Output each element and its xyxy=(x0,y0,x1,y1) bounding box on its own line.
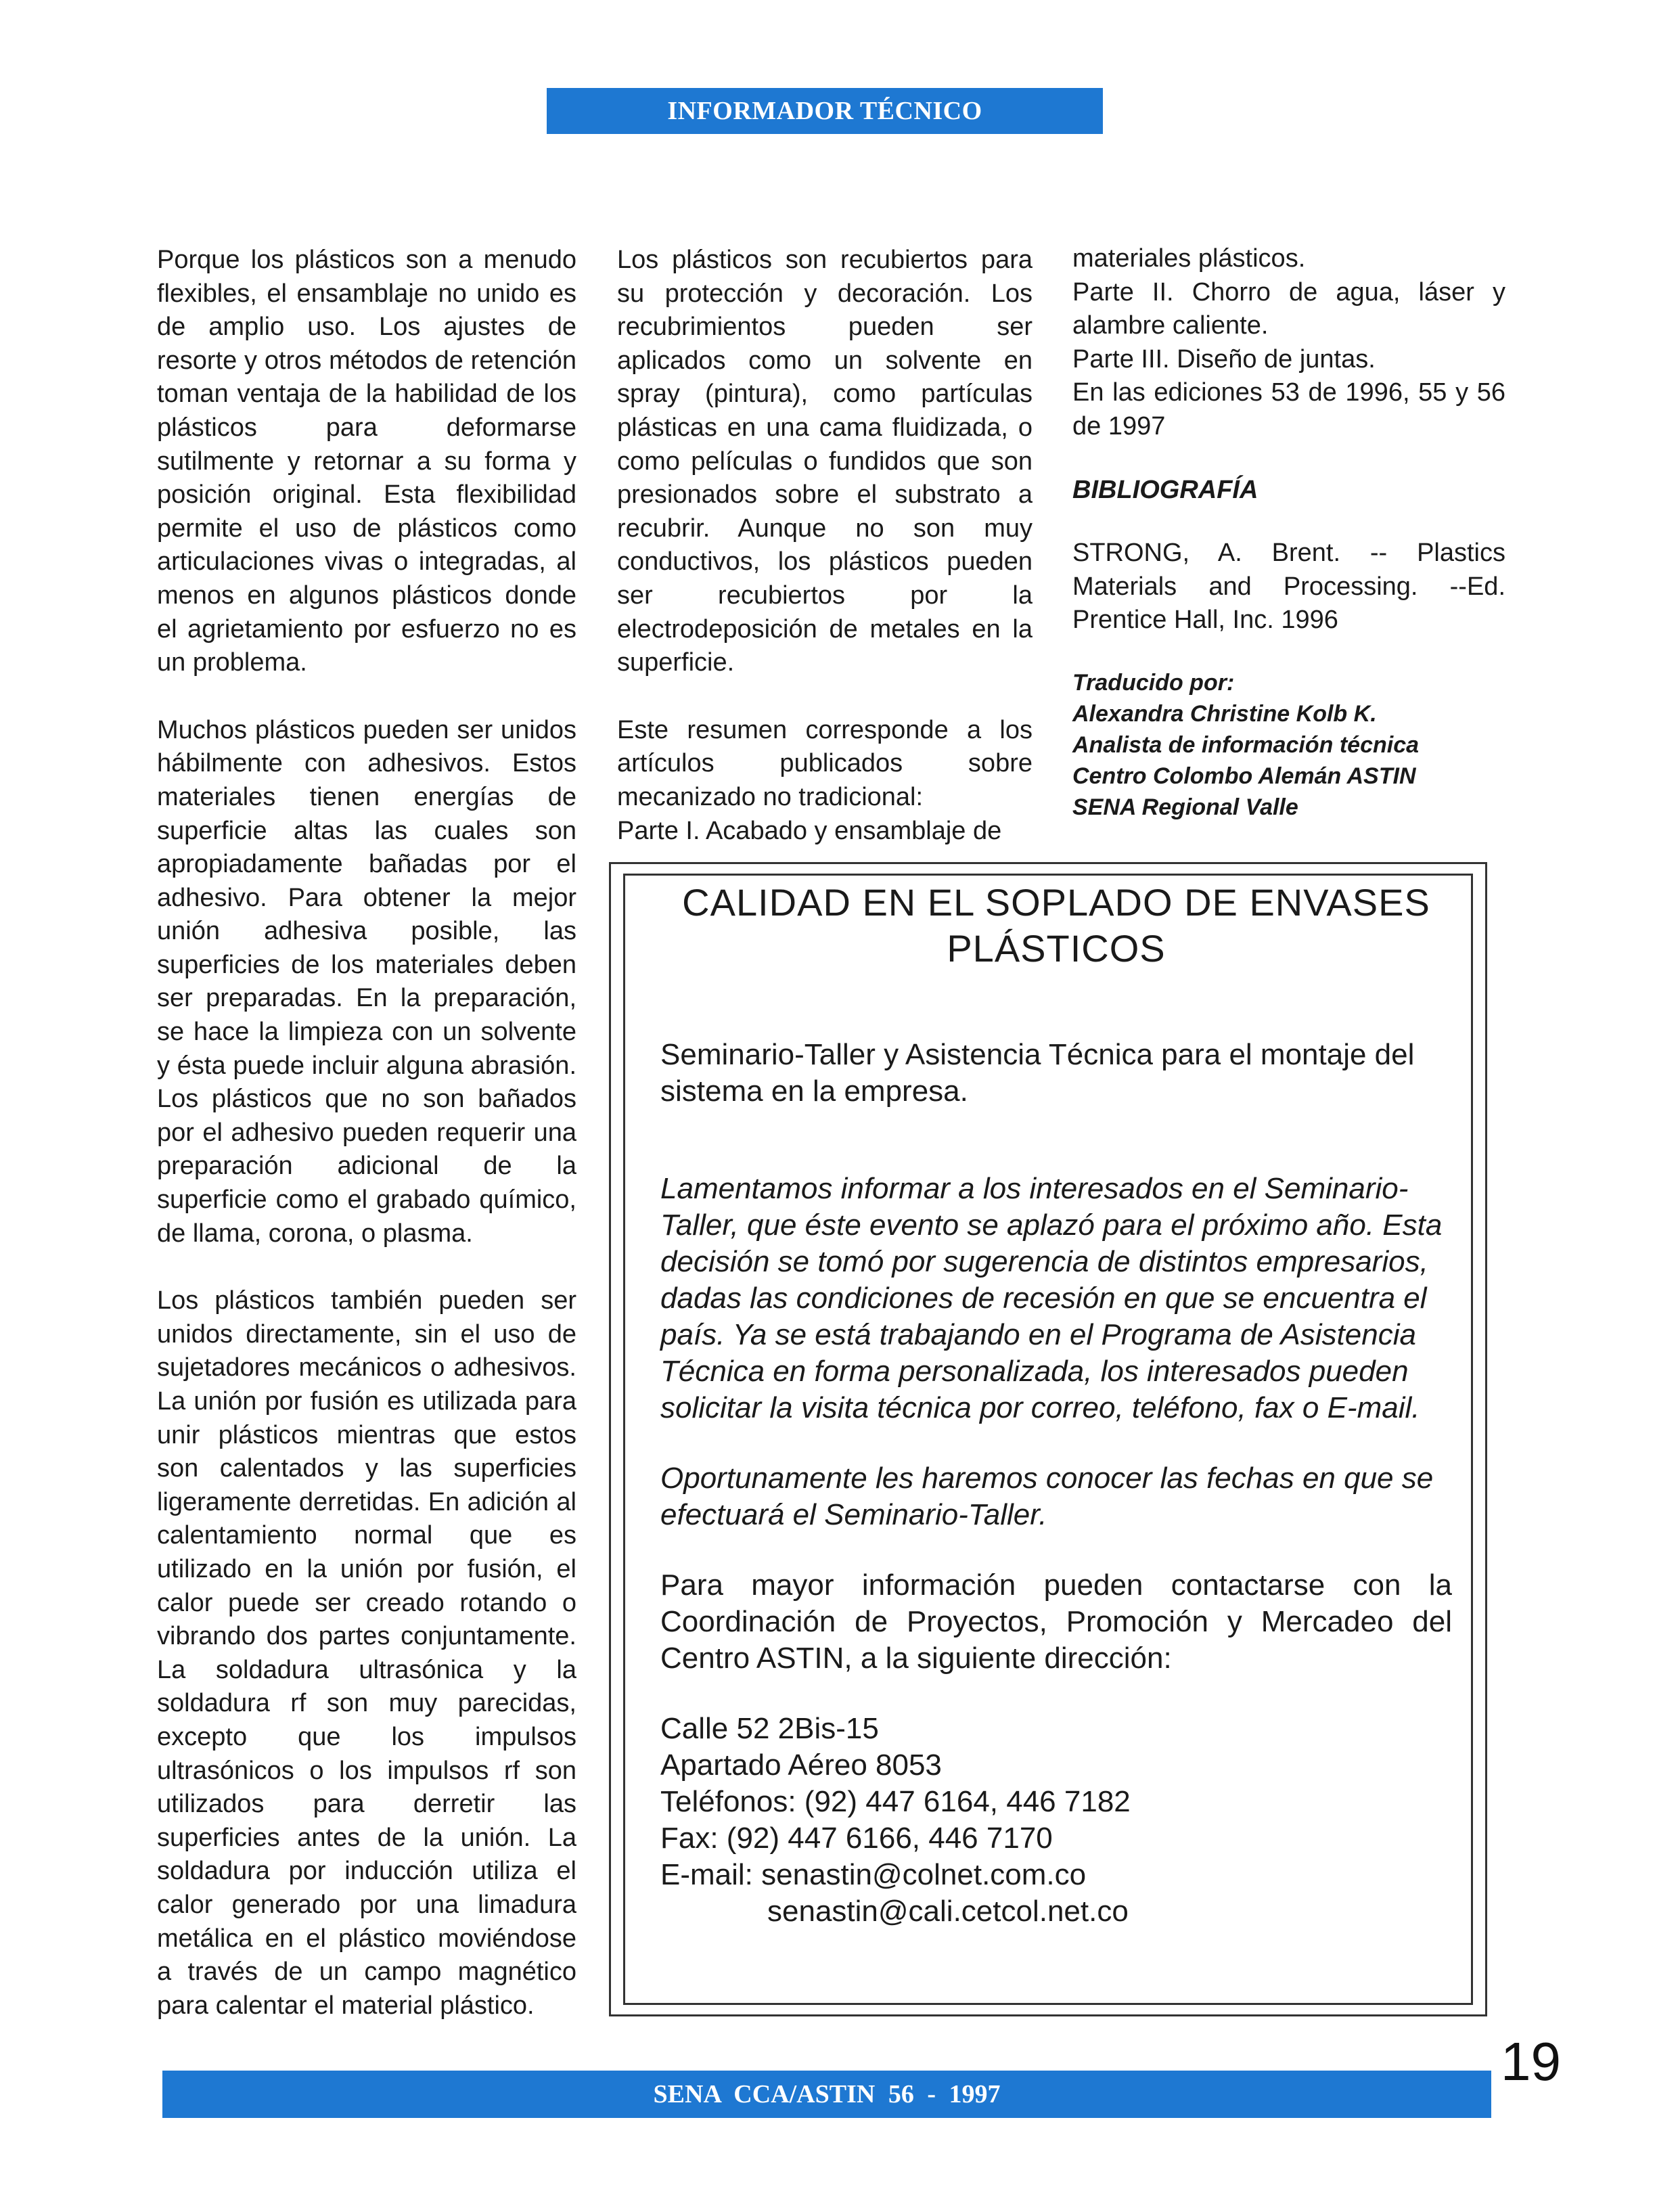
footer-bar xyxy=(162,2071,1491,2118)
paragraph: Este resumen corresponde a los artículos publicados sobre mecanizado no tradicional: xyxy=(617,715,1033,811)
contact-po-box: Apartado Aéreo 8053 xyxy=(660,1748,942,1782)
notice-subtitle: Seminario-Taller y Asistencia Técnica para el montaje del sistema en la empresa. xyxy=(660,1038,1415,1108)
credit-line: Traducido por: xyxy=(1072,669,1235,696)
contact-fax: Fax: (92) 447 6166, 446 7170 xyxy=(660,1822,1053,1855)
notice-box xyxy=(660,880,1452,1930)
bibliography-entry: STRONG, A. Brent. -- Plastics Materials and Processing. --Ed. Prentice Hall, Inc. 1996 xyxy=(1072,539,1505,635)
contact-email: E-mail: senastin@colnet.com.co xyxy=(660,1858,1087,1891)
credit-line: SENA Regional Valle xyxy=(1072,794,1298,820)
contact-email-secondary: senastin@cali.cetcol.net.co xyxy=(767,1895,1129,1928)
credit-line: Analista de información técnica xyxy=(1072,731,1420,758)
notice-paragraph: Oportunamente les haremos conocer las fechas en que se efectuará el Seminario-Taller. xyxy=(660,1462,1434,1531)
text-line: materiales plásticos. xyxy=(1072,244,1306,273)
bibliography-heading: BIBLIOGRAFÍA xyxy=(1072,475,1258,504)
text-line: Parte II. Chorro de agua, láser y alambre caliente. xyxy=(1072,277,1505,340)
paragraph: Parte I. Acabado y ensamblaje de xyxy=(617,816,1002,845)
credit-line: Alexandra Christine Kolb K. xyxy=(1072,700,1377,727)
notice-paragraph: Lamentamos informar a los interesados en el Seminario-Taller, que éste evento se aplazó para el próximo año. Esta decisión se tomó por sugerencia de distintos empresarios, dadas las condiciones de recesión en que se encuentra el país. Ya se está trabajando en el Programa de Asistencia Técnica en forma personalizada, los interesados pueden solicitar la visita técnica por correo, teléfono, fax o E-mail. xyxy=(660,1172,1443,1424)
translator-credits xyxy=(1072,667,1505,823)
notice-paragraph: Para mayor información pueden contactarse con la Coordinación de Proyectos, Promoción y Mercadeo del Centro ASTIN, a la siguiente dirección: xyxy=(660,1568,1452,1675)
article-column-2 xyxy=(617,244,1033,848)
article-column-3 xyxy=(1072,242,1505,823)
paragraph: Muchos plásticos pueden ser unidos hábilmente con adhesivos. Estos materiales tienen energías de superficie altas las cuales son apropiadamente bañadas por el adhesivo. Para obtener la mejor unión adhesiva posible, las superficies de los materiales deben ser preparadas. En la preparación, se hace la limpieza con un solvente y ésta puede incluir alguna abrasión. Los plásticos que no son bañados por el adhesivo pueden requerir una preparación adicional de la superficie como el grabado químico, de llama, corona, o plasma. xyxy=(157,715,576,1248)
text-line: Parte III. Diseño de juntas. xyxy=(1072,344,1376,374)
section-header-bar xyxy=(547,88,1103,134)
credit-line: Centro Colombo Alemán ASTIN xyxy=(1072,763,1416,789)
contact-address: Calle 52 2Bis-15 xyxy=(660,1712,879,1745)
paragraph: Porque los plásticos son a menudo flexibles, el ensamblaje no unido es de amplio uso. Los ajustes de resorte y otros métodos de retención toman ventaja de la habilidad de los plásticos para deformarse sutilmente y retornar a su forma y posición original. Esta flexibilidad permite el uso de plásticos como articulaciones vivas o integradas, al menos en algunos plásticos donde el agrietamiento por esfuerzo no es un problema. xyxy=(157,246,576,677)
paragraph: Los plásticos también pueden ser unidos directamente, sin el uso de sujetadores mecánicos o adhesivos. La unión por fusión es utilizada para unir plásticos mientras que estos son calentados y las superficies ligeramente derretidas. En adición al calentamiento normal que es utilizado en la unión por fusión, el calor puede ser creado rotando o vibrando dos partes conjuntamente. La soldadura ultrasónica y la soldadura rf son muy parecidas, excepto que los impulsos ultrasónicos o los impulsos rf son utilizados para derretir las superficies antes de la unión. La soldadura por inducción utiliza el calor generado por una limadura metálica en el plástico moviéndose a través de un campo magnético para calentar el material plástico. xyxy=(157,1286,576,2020)
contact-phones: Teléfonos: (92) 447 6164, 446 7182 xyxy=(660,1785,1131,1818)
paragraph: Los plásticos son recubiertos para su protección y decoración. Los recubrimientos pueden ser aplicados como un solvente en spray (pintura), como partículas plásticas en una cama fluidizada, o como películas o fundidos que son presionados sobre el substrato a recubrir. Aunque no son muy conductivos, los plásticos pueden ser recubiertos por la electrodeposición de metales en la superficie. xyxy=(617,246,1033,677)
section-title: INFORMADOR TÉCNICO xyxy=(667,97,982,125)
text-line: En las ediciones 53 de 1996, 55 y 56 de 1997 xyxy=(1072,378,1505,441)
footer-text: SENA CCA/ASTIN 56 - 1997 xyxy=(653,2080,1001,2108)
notice-title: CALIDAD EN EL SOPLADO DE ENVASES PLÁSTICOS xyxy=(682,881,1430,970)
page-number: 19 xyxy=(1501,2031,1561,2092)
article-column-1 xyxy=(157,244,576,2023)
